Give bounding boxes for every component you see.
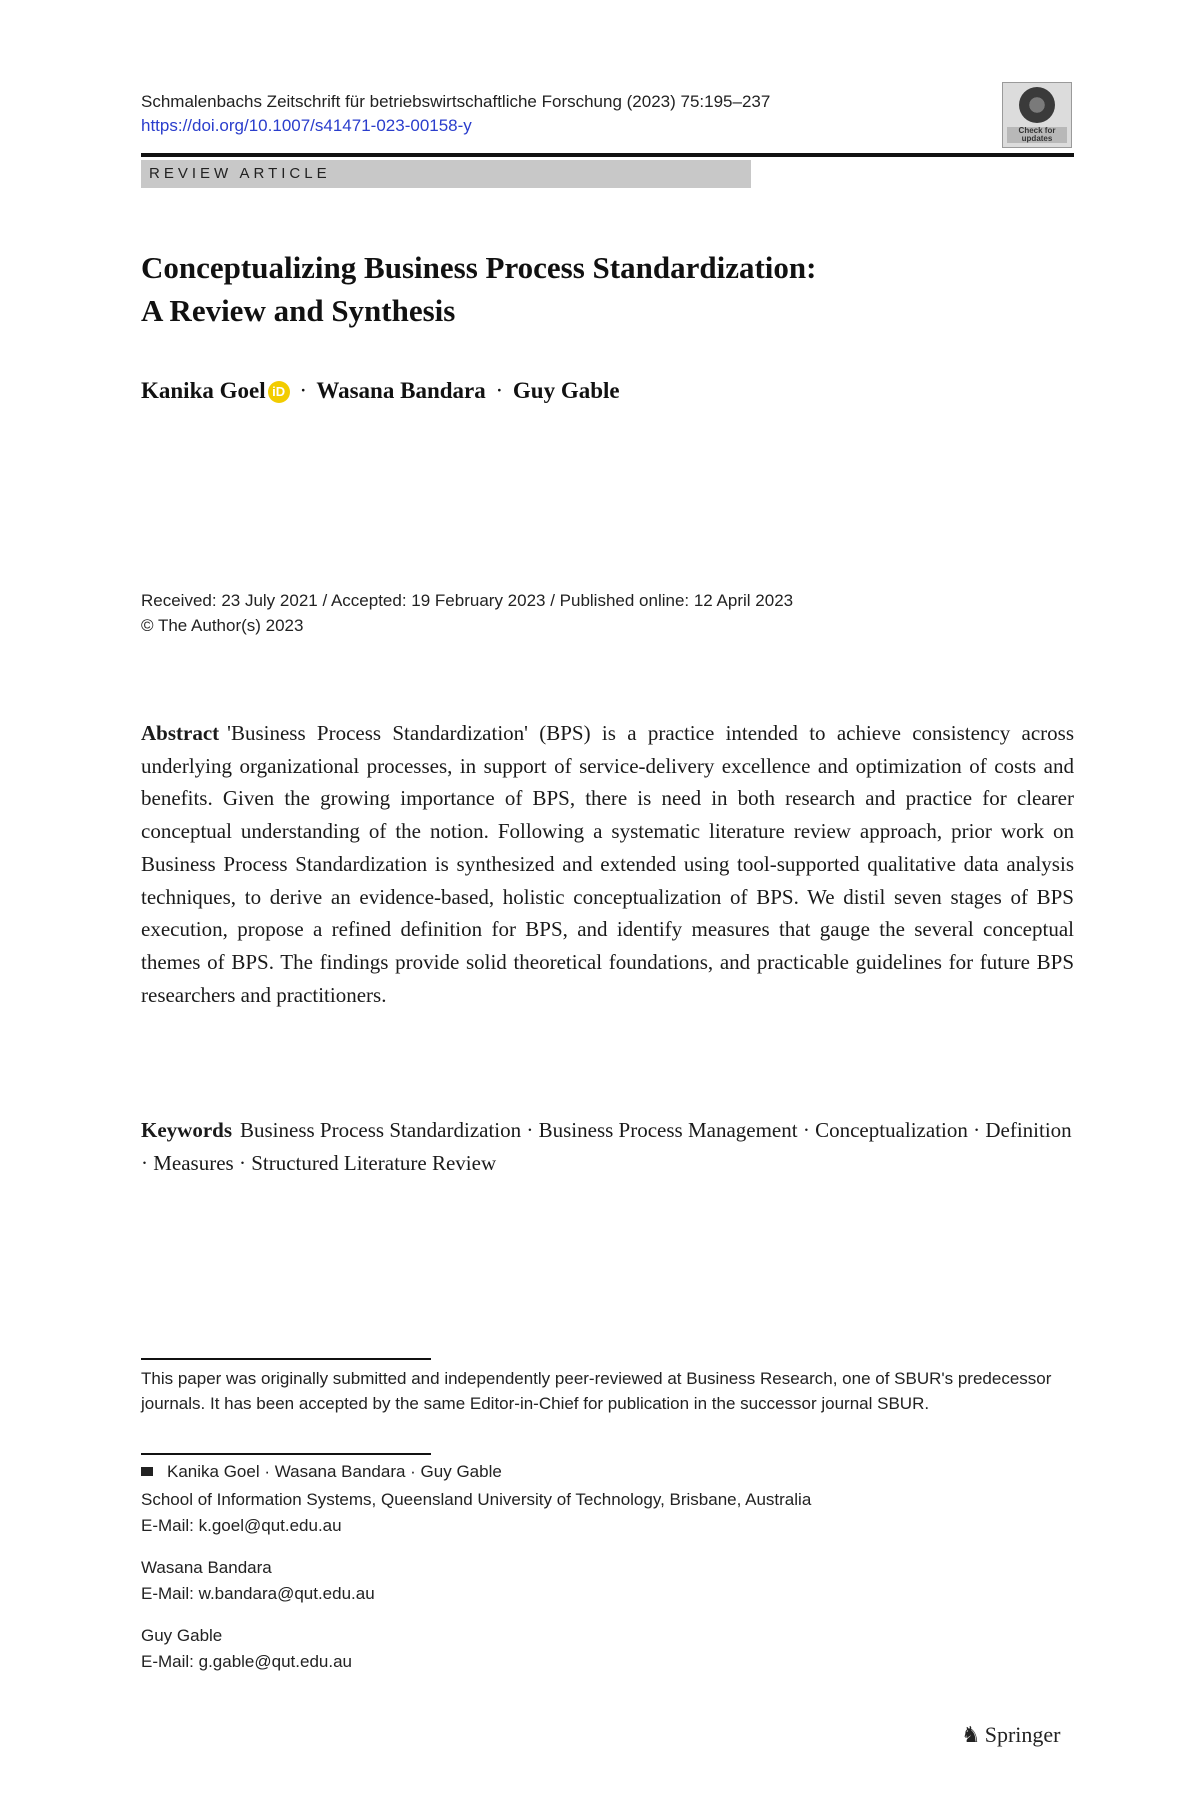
keywords-text: Business Process Standardization · Business Process Management · Conceptualization · Definition · Measures · Structured Literature Review bbox=[141, 1118, 1072, 1175]
copyright-notice: © The Author(s) 2023 bbox=[141, 616, 304, 635]
author-separator: · bbox=[495, 378, 504, 403]
publisher-name: Springer bbox=[984, 1722, 1061, 1747]
author-name: Guy Gable bbox=[512, 378, 620, 403]
publication-dates: Received: 23 July 2021 / Accepted: 19 February 2023 / Published online: 12 April 2023 bbox=[141, 591, 794, 610]
keywords-label: Keywords bbox=[141, 1118, 232, 1142]
journal-citation: Schmalenbachs Zeitschrift für betriebswirtschaftliche Forschung (2023) 75:195–237 bbox=[141, 92, 771, 111]
email-bandara[interactable]: E-Mail: w.bandara@qut.edu.au bbox=[141, 1584, 375, 1603]
affiliation-rule bbox=[141, 1453, 431, 1455]
doi-link[interactable]: https://doi.org/10.1007/s41471-023-00158-y bbox=[141, 116, 472, 135]
abstract-label: Abstract bbox=[141, 721, 220, 745]
affiliation-authors: Kanika Goel · Wasana Bandara · Guy Gable bbox=[167, 1462, 502, 1481]
springer-horse-icon: ♞ bbox=[961, 1722, 981, 1747]
publisher-logo bbox=[961, 1722, 1061, 1748]
title-line-2: A Review and Synthesis bbox=[141, 293, 456, 328]
author-name: Kanika Goel bbox=[141, 378, 266, 403]
affiliation-name-gable: Guy Gable bbox=[141, 1626, 223, 1645]
author-separator: · bbox=[299, 378, 308, 403]
footnote: This paper was originally submitted and independently peer-reviewed at Business Research, one of SBUR's predecessor journals. It has been accepted by the same Editor-in-Chief for publication in the successor journal SBUR. bbox=[141, 1369, 1052, 1413]
orcid-icon[interactable]: iD bbox=[268, 381, 290, 403]
abstract-text: 'Business Process Standardization' (BPS) is a practice intended to achieve consistency across underlying organizational processes, in support of service-delivery excellence and optimization of costs and benefits. Given the growing importance of BPS, there is need in both research and practice for clearer conceptual understanding of the notion. Following a systematic literature review approach, prior work on Business Process Standardization is synthesized and extended using tool-supported qualitative data analysis techniques, to derive an evidence-based, holistic conceptualization of BPS. We distil seven stages of BPS execution, propose a refined definition for BPS, and identify measures that gauge the several conceptual themes of BPS. The findings provide solid theoretical foundations, and practicable guidelines for future BPS researchers and practitioners. bbox=[141, 721, 1074, 1007]
header-rule bbox=[141, 153, 1074, 157]
keywords bbox=[141, 1114, 1074, 1179]
check-for-updates-badge[interactable] bbox=[1002, 82, 1072, 148]
article-title bbox=[141, 246, 1071, 332]
crossmark-icon bbox=[1019, 87, 1055, 123]
envelope-icon bbox=[141, 1467, 153, 1476]
footnote-rule bbox=[141, 1358, 431, 1360]
author-list bbox=[141, 378, 620, 404]
affiliation-institution: School of Information Systems, Queensland University of Technology, Brisbane, Australia bbox=[141, 1490, 812, 1509]
affiliation-name-bandara: Wasana Bandara bbox=[141, 1558, 272, 1577]
article-type-band: REVIEW ARTICLE bbox=[141, 160, 751, 188]
abstract bbox=[141, 717, 1074, 1011]
email-gable[interactable]: E-Mail: g.gable@qut.edu.au bbox=[141, 1652, 352, 1671]
crossmark-label: Check for updates bbox=[1007, 127, 1067, 143]
title-line-1: Conceptualizing Business Process Standardization: bbox=[141, 250, 817, 285]
email-goel[interactable]: E-Mail: k.goel@qut.edu.au bbox=[141, 1516, 342, 1535]
corresponding-authors bbox=[141, 1460, 502, 1484]
author-name: Wasana Bandara bbox=[316, 378, 486, 403]
